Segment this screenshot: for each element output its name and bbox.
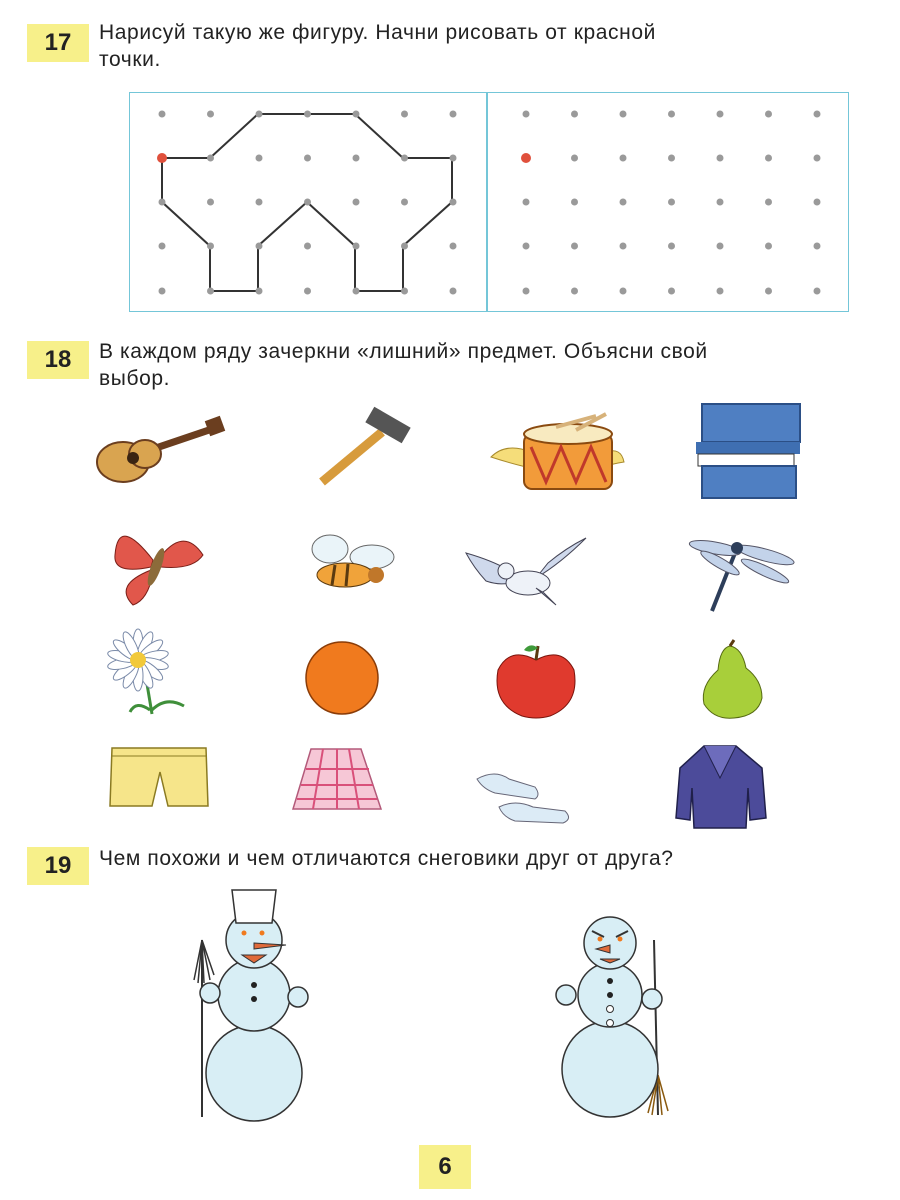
left-grid-dot bbox=[256, 199, 263, 206]
left-grid-dot bbox=[401, 111, 408, 118]
right-grid-dot bbox=[620, 111, 627, 118]
right-grid-dot bbox=[765, 199, 772, 206]
left-grid-dot bbox=[353, 155, 360, 162]
left-grid-dot bbox=[353, 111, 360, 118]
right-grid-dot bbox=[814, 155, 821, 162]
right-grid-dot bbox=[717, 111, 724, 118]
task-number-18: 18 bbox=[27, 341, 89, 379]
right-grid-dot bbox=[523, 288, 530, 295]
task-number-19: 19 bbox=[27, 847, 89, 885]
hammer-icon[interactable] bbox=[312, 412, 412, 492]
shoes-icon[interactable] bbox=[475, 765, 575, 825]
piano-icon[interactable] bbox=[690, 402, 802, 502]
left-grid-start-dot bbox=[157, 153, 167, 163]
left-grid-dot bbox=[450, 155, 457, 162]
left-grid-dot bbox=[353, 199, 360, 206]
bee-icon[interactable] bbox=[300, 527, 400, 597]
right-grid-dot bbox=[814, 243, 821, 250]
right-grid-dot bbox=[765, 243, 772, 250]
left-grid-dot bbox=[450, 243, 457, 250]
left-grid-dot bbox=[304, 199, 311, 206]
left-grid-dot bbox=[256, 155, 263, 162]
task-18-line2: выбор. bbox=[99, 367, 171, 390]
right-grid-dot bbox=[717, 155, 724, 162]
right-grid-dot bbox=[717, 243, 724, 250]
right-grid-dot bbox=[523, 111, 530, 118]
left-grid-dot bbox=[159, 111, 166, 118]
orange-icon[interactable] bbox=[302, 640, 382, 716]
left-grid-dot bbox=[207, 243, 214, 250]
left-grid-dot bbox=[256, 111, 263, 118]
shorts-icon[interactable] bbox=[108, 742, 210, 812]
pear-icon[interactable] bbox=[696, 640, 768, 720]
left-grid-dot bbox=[159, 243, 166, 250]
right-grid-dot bbox=[668, 155, 675, 162]
task-18-text bbox=[99, 338, 871, 392]
left-grid-dot bbox=[207, 111, 214, 118]
right-grid-dot bbox=[523, 199, 530, 206]
right-grid-dot bbox=[620, 199, 627, 206]
left-grid-dot bbox=[401, 288, 408, 295]
right-grid-start-dot bbox=[521, 153, 531, 163]
butterfly-icon[interactable] bbox=[103, 515, 208, 610]
right-grid-dot bbox=[668, 243, 675, 250]
left-dot-grid bbox=[157, 111, 457, 295]
right-grid-dot bbox=[814, 111, 821, 118]
right-grid-dot bbox=[765, 155, 772, 162]
left-grid-dot bbox=[304, 243, 311, 250]
right-dot-grid bbox=[521, 111, 821, 295]
page-number: 6 bbox=[419, 1145, 471, 1189]
right-grid-dot bbox=[668, 111, 675, 118]
right-grid-dot bbox=[668, 288, 675, 295]
right-grid-dot bbox=[765, 288, 772, 295]
jacket-icon[interactable] bbox=[674, 738, 768, 832]
skirt-icon[interactable] bbox=[291, 745, 383, 817]
right-grid-dot bbox=[620, 288, 627, 295]
snowman-right[interactable] bbox=[552, 915, 682, 1115]
task-17-line1: Нарисуй такую же фигуру. Начни рисовать от красной bbox=[99, 21, 656, 44]
left-grid-dot bbox=[256, 243, 263, 250]
left-grid-dot bbox=[207, 199, 214, 206]
left-grid-dot bbox=[401, 199, 408, 206]
drum-icon[interactable] bbox=[486, 412, 626, 497]
task-19-text bbox=[99, 845, 871, 872]
right-grid-dot bbox=[717, 288, 724, 295]
left-grid-dot bbox=[159, 288, 166, 295]
left-grid-dot bbox=[304, 111, 311, 118]
left-grid-dot bbox=[207, 288, 214, 295]
right-grid-dot bbox=[620, 155, 627, 162]
right-grid-dot bbox=[571, 111, 578, 118]
left-grid-dot bbox=[401, 243, 408, 250]
left-grid-dot bbox=[256, 288, 263, 295]
right-grid-dot bbox=[571, 199, 578, 206]
figure-sample-grid bbox=[0, 0, 900, 330]
guitar-icon[interactable] bbox=[95, 410, 225, 490]
right-grid-dot bbox=[523, 243, 530, 250]
left-grid-dot bbox=[159, 199, 166, 206]
left-grid-dot bbox=[450, 288, 457, 295]
task-17-line2: точки. bbox=[99, 48, 161, 71]
left-grid-dot bbox=[401, 155, 408, 162]
dragonfly-icon[interactable] bbox=[690, 533, 796, 613]
right-grid-dot bbox=[814, 199, 821, 206]
left-grid-dot bbox=[353, 243, 360, 250]
task-18-line1: В каждом ряду зачеркни «лишний» предмет. Объясни свой bbox=[99, 340, 708, 363]
right-grid-dot bbox=[668, 199, 675, 206]
left-grid-dot bbox=[450, 111, 457, 118]
right-grid-dot bbox=[620, 243, 627, 250]
apple-icon[interactable] bbox=[492, 640, 580, 720]
right-grid-dot bbox=[571, 155, 578, 162]
left-grid-dot bbox=[207, 155, 214, 162]
left-grid-dot bbox=[304, 288, 311, 295]
snowman-left[interactable] bbox=[190, 885, 320, 1120]
right-grid-dot bbox=[571, 288, 578, 295]
daisy-flower-icon[interactable] bbox=[100, 628, 192, 720]
right-grid-dot bbox=[717, 199, 724, 206]
right-grid-dot bbox=[765, 111, 772, 118]
left-grid-dot bbox=[304, 155, 311, 162]
left-grid-dot bbox=[353, 288, 360, 295]
task-19-line1: Чем похожи и чем отличаются снеговики друг от друга? bbox=[99, 847, 674, 870]
left-grid-dot bbox=[450, 199, 457, 206]
task-number-17: 17 bbox=[27, 24, 89, 62]
right-grid-dot bbox=[814, 288, 821, 295]
right-grid-dot bbox=[571, 243, 578, 250]
dove-icon[interactable] bbox=[466, 533, 592, 608]
